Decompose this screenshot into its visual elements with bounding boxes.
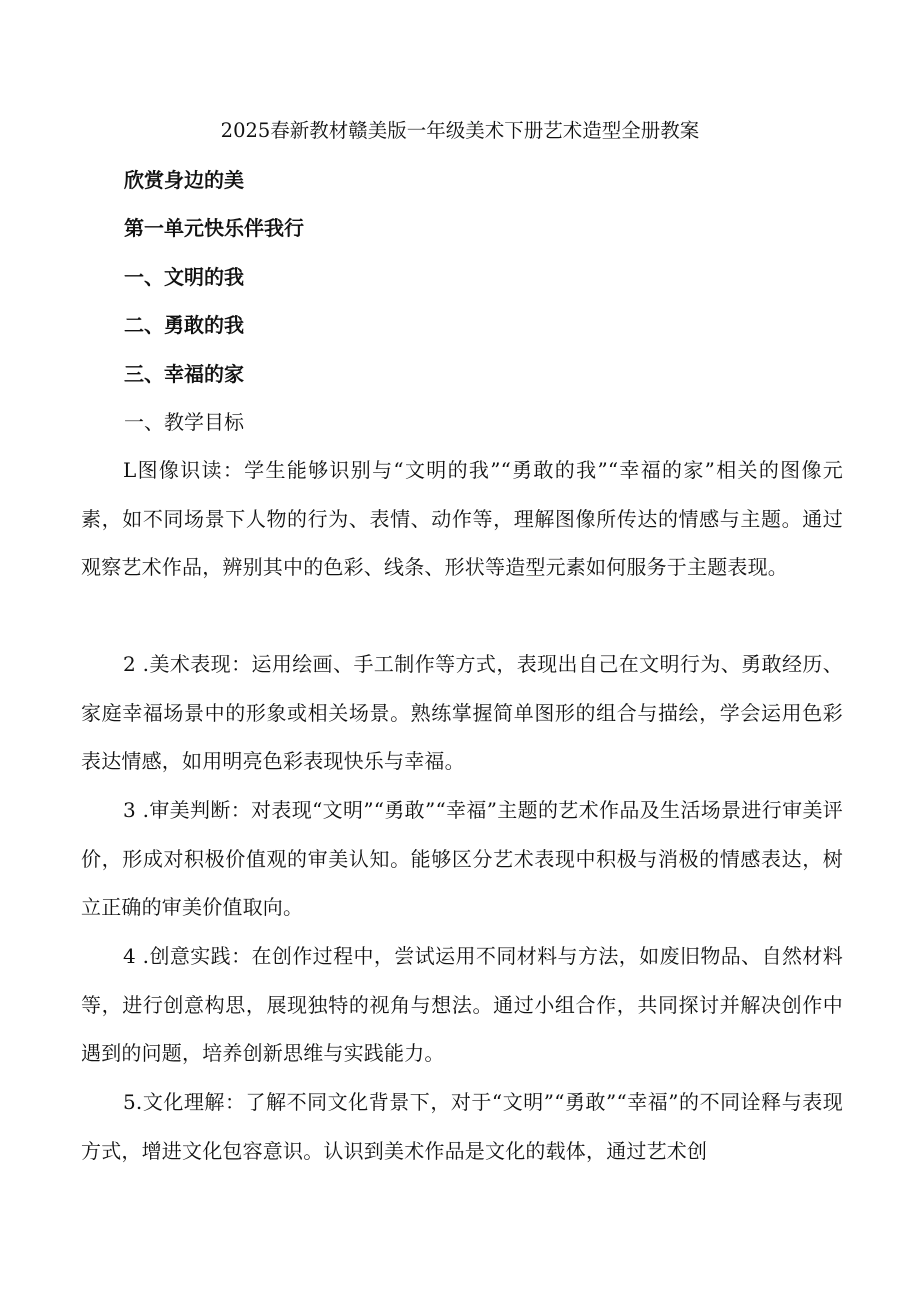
paragraph-cultural-understanding: 5.文化理解：了解不同文化背景下，对于“文明”“勇敢”“幸福”的不同诠释与表现方式，增进文化包容意识。认识到美术作品是文化的载体，通过艺术创: [81, 1090, 843, 1163]
heading-unit-one: 第一单元快乐伴我行: [124, 216, 304, 240]
paragraph-image-reading: L图像识读：学生能够识别与“文明的我”“勇敢的我”“幸福的家”相关的图像元素，如不同场景下人物的行为、表情、动作等，理解图像所传达的情感与主题。通过观察艺术作品，辨别其中的色彩、线条、形状等造型元素如何服务于主题表现。: [81, 458, 843, 580]
heading-brave-me: 二、勇敢的我: [124, 313, 244, 337]
paragraph-creative-practice: 4 .创意实践：在创作过程中，尝试运用不同材料与方法，如废旧物品、自然材料等，进行创意构思，展现独特的视角与想法。通过小组合作，共同探讨并解决创作中遇到的问题，培养创新思维与实践能力。: [81, 944, 843, 1066]
heading-happy-home: 三、幸福的家: [124, 362, 244, 386]
heading-appreciate-beauty: 欣赏身边的美: [124, 168, 244, 192]
paragraph-aesthetic-judgment: 3 .审美判断：对表现“文明”“勇敢”“幸福”主题的艺术作品及生活场景进行审美评价，形成对积极价值观的审美认知。能够区分艺术表现中积极与消极的情感表达，树立正确的审美价值取向。: [81, 798, 843, 920]
paragraph-art-expression: 2 .美术表现：运用绘画、手工制作等方式，表现出自己在文明行为、勇敢经历、家庭幸福场景中的形象或相关场景。熟练掌握简单图形的组合与描绘，学会运用色彩表达情感，如用明亮色彩表现快乐与幸福。: [81, 652, 843, 774]
heading-civilized-me: 一、文明的我: [124, 265, 244, 289]
section-heading-teaching-goals: 一、教学目标: [124, 410, 244, 434]
document-title: 2025春新教材赣美版一年级美术下册艺术造型全册教案: [220, 119, 700, 142]
